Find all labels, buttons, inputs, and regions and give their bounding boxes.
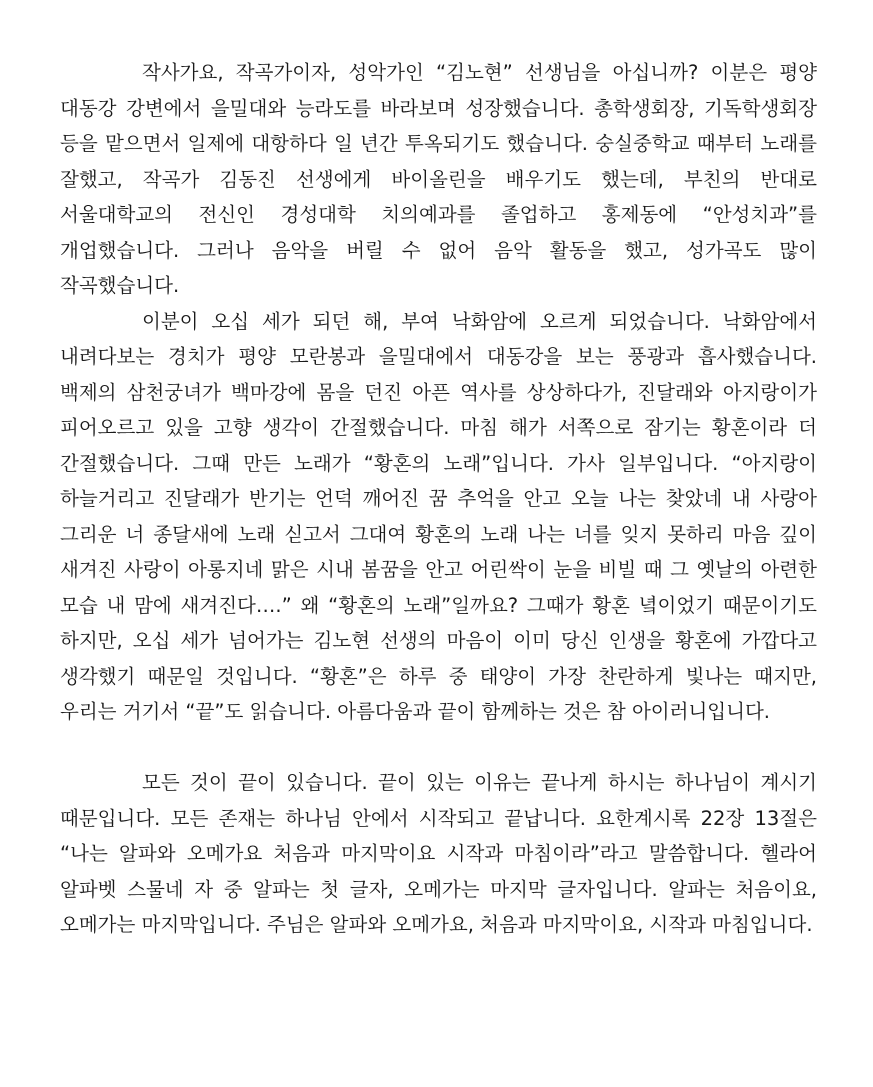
paragraph-3: 모든 것이 끝이 있습니다. 끝이 있는 이유는 끝나게 하시는 하나님이 계시기 때문입니다. 모든 존재는 하나님 안에서 시작되고 끝납니다. 요한계시록 22장 13절은 “나는 알파와 오메가요 처음과 마지막이요 시작과 마침이라”라고 말씀합니다. 헬라어 알파벳 스물네 자 중 알파는 첫 글자, 오메가는 마지막 글자입니다. 알파는 처음이요, 오메가는 마지막입니다. 주님은 알파와 오메가요, 처음과 마지막이요, 시작과 마침입니다. — [60, 771, 817, 936]
paragraph-gap — [60, 730, 817, 766]
document-page — [60, 55, 817, 943]
paragraph-1: 작사가요, 작곡가이자, 성악가인 “김노현” 선생님을 아십니까? 이분은 평양 대동강 강변에서 을밀대와 능라도를 바라보며 성장했습니다. 총학생회장, 기독학생회장 등을 맡으면서 일제에 대항하다 일 년간 투옥되기도 했습니다. 숭실중학교 때부터 노래를 잘했고, 작곡가 김동진 선생에게 바이올린을 배우기도 했는데, 부친의 반대로 서울대학교의 전신인 경성대학 치의예과를 졸업하고 홍제동에 “안성치과”를 개업했습니다. 그러나 음악을 버릴 수 없어 음악 활동을 했고, 성가곡도 많이 작곡했습니다. — [60, 61, 817, 297]
paragraph-2: 이분이 오십 세가 되던 해, 부여 낙화암에 오르게 되었습니다. 낙화암에서 내려다보는 경치가 평양 모란봉과 을밀대에서 대동강을 보는 풍광과 흡사했습니다. 백제의 삼천궁녀가 백마강에 몸을 던진 아픈 역사를 상상하다가, 진달래와 아지랑이가 피어오르고 있을 고향 생각이 간절했습니다. 마침 해가 서쪽으로 잠기는 황혼이라 더 간절했습니다. 그때 만든 노래가 “황혼의 노래”입니다. 가사 일부입니다. “아지랑이 하늘거리고 진달래가 반기는 언덕 깨어진 꿈 추억을 안고 오늘 나는 찾았네 내 사랑아 그리운 너 종달새에 노래 싣고서 그대여 황혼의 노래 나는 너를 잊지 못하리 마음 깊이 새겨진 사랑이 아롱지네 맑은 시내 봄꿈을 안고 어린싹이 눈을 비빌 때 그 옛날의 아련한 모습 내 맘에 새겨진다….” 왜 “황혼의 노래”일까요? 그때가 황혼 녘이었기 때문이기도 하지만, 오십 세가 넘어가는 김노현 선생의 마음이 이미 당신 인생을 황혼에 가깝다고 생각했기 때문일 것입니다. “황혼”은 하루 중 태양이 가장 찬란하게 빛나는 때지만, 우리는 거기서 “끝”도 읽습니다. 아름다움과 끝이 함께하는 것은 참 아이러니입니다. — [60, 309, 817, 723]
